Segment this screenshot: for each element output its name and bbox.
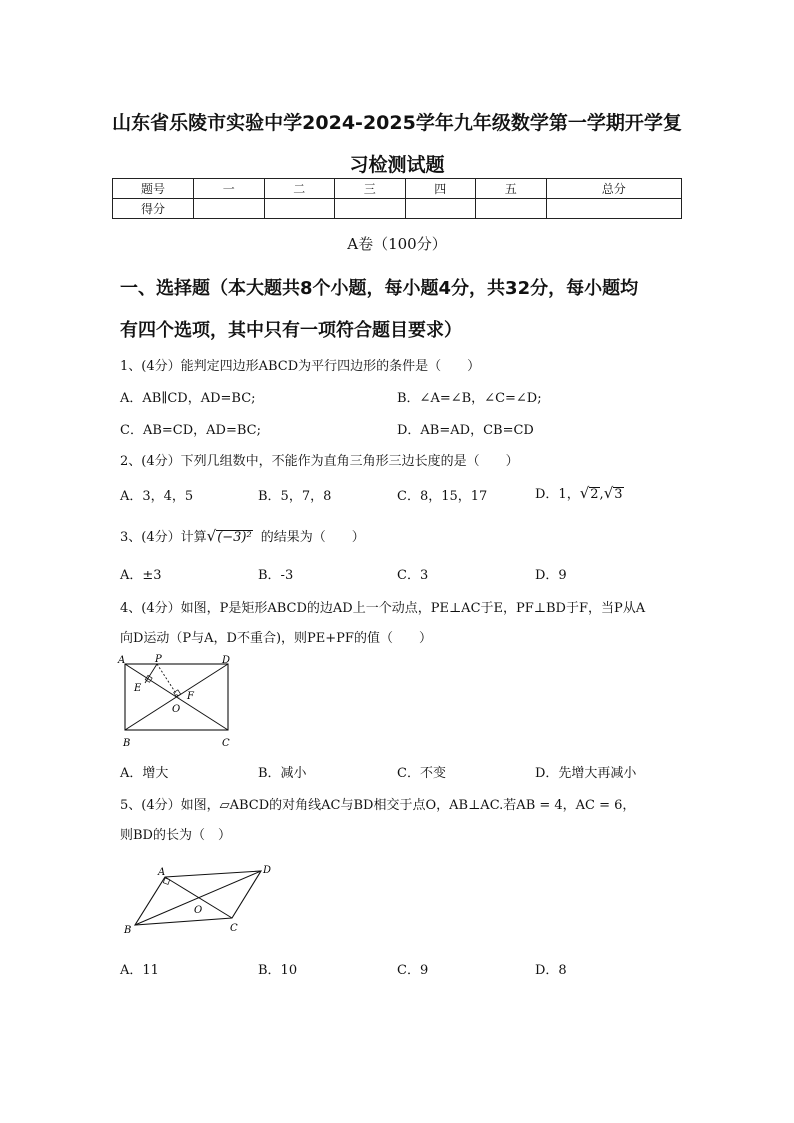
question-4-stem-line2: 向D运动（P与A，D不重合)，则PE+PF的值（ ） (120, 631, 432, 646)
figure-label: O (172, 704, 181, 715)
figure-label: B (124, 925, 132, 936)
segment-pf (157, 664, 179, 698)
question-4-option-d[interactable]: D．先增大再减小 (535, 766, 637, 781)
question-5-figure (120, 858, 280, 938)
question-3-option-d[interactable]: D．9 (535, 568, 567, 583)
question-2-option-d-label: D．1， (535, 487, 580, 502)
question-1-option-b[interactable]: B．∠A=∠B，∠C=∠D; (397, 391, 542, 406)
sqrt-symbol: √ (579, 484, 590, 502)
score-header-cell: 五 (476, 179, 547, 199)
question-3-radicand: (−3)² (217, 530, 252, 545)
question-3-option-a[interactable]: A．±3 (120, 568, 162, 583)
figure-label: D (263, 865, 272, 876)
question-3-stem-pre: 3、(4分）计算 (120, 530, 207, 545)
score-row-label: 得分 (113, 199, 194, 219)
question-1-option-c[interactable]: C．AB=CD，AD=BC; (120, 423, 261, 438)
figure-label: D (222, 655, 231, 666)
figure-label: E (134, 683, 142, 694)
figure-label: P (155, 654, 162, 665)
question-2-stem: 2、(4分）下列几组数中，不能作为直角三角形三边长度的是（ ） (120, 454, 519, 469)
question-5-stem-line2: 则BD的长为（ ） (120, 828, 231, 843)
sqrt-radicand: 2 (590, 487, 599, 502)
question-4-option-a[interactable]: A．增大 (120, 766, 169, 781)
score-input-cell[interactable] (546, 199, 682, 219)
sqrt-symbol: √ (603, 484, 614, 502)
question-4-option-c[interactable]: C．不变 (397, 766, 446, 781)
exam-title-line2: 习检测试题 (349, 154, 445, 176)
score-header-cell: 二 (264, 179, 335, 199)
score-input-cell[interactable] (405, 199, 476, 219)
question-3-stem (120, 526, 365, 545)
figure-label: O (194, 905, 203, 916)
question-1-stem: 1、(4分）能判定四边形ABCD为平行四边形的条件是（ ） (120, 359, 481, 374)
question-5-option-b[interactable]: B．10 (258, 963, 298, 978)
question-4-stem-line1: 4、(4分）如图，P是矩形ABCD的边AD上一个动点，PE⊥AC于E，PF⊥BD于F，当P从A (120, 601, 646, 616)
question-2-option-b[interactable]: B．5，7，8 (258, 489, 332, 504)
diagonal-bd (135, 871, 261, 925)
figure-label: A (118, 655, 126, 666)
score-header-cell: 一 (194, 179, 265, 199)
score-table (112, 178, 682, 219)
question-1-option-a[interactable]: A．AB∥CD，AD=BC; (120, 391, 256, 406)
exam-title-line1: 山东省乐陵市实验中学2024-2025学年九年级数学第一学期开学复 (112, 112, 682, 134)
score-input-cell[interactable] (264, 199, 335, 219)
figure-label: A (158, 867, 166, 878)
figure-label: C (222, 738, 230, 749)
score-table-score-row (113, 199, 682, 219)
question-5-stem-line1: 5、(4分）如图，▱ABCD的对角线AC与BD相交于点O，AB⊥AC.若AB = 4，AC = 6， (120, 798, 636, 813)
question-1-option-d[interactable]: D．AB=AD，CB=CD (397, 423, 534, 438)
section1-heading-line2: 有四个选项，其中只有一项符合题目要求） (120, 320, 462, 341)
question-3-option-b[interactable]: B．-3 (258, 568, 294, 583)
question-2-option-a[interactable]: A．3，4，5 (120, 489, 194, 504)
section1-heading-line1: 一、选择题（本大题共8个小题，每小题4分，共32分，每小题均 (120, 278, 639, 299)
question-2-option-c[interactable]: C．8，15，17 (397, 489, 488, 504)
score-header-cell: 四 (405, 179, 476, 199)
paper-a-heading: A卷（100分） (347, 235, 447, 253)
question-5-option-c[interactable]: C．9 (397, 963, 429, 978)
score-input-cell[interactable] (335, 199, 406, 219)
sqrt-symbol: √ (206, 527, 217, 545)
question-4-figure (116, 652, 240, 752)
question-4-option-b[interactable]: B．减小 (258, 766, 307, 781)
figure-label: F (187, 691, 194, 702)
score-header-cell: 题号 (113, 179, 194, 199)
score-header-cell: 总分 (546, 179, 682, 199)
question-2-option-d[interactable]: D．1，√2,√3 (535, 484, 623, 502)
figure-label: C (230, 923, 238, 934)
question-5-option-d[interactable]: D．8 (535, 963, 567, 978)
question-3-stem-post: 的结果为（ ） (260, 530, 365, 545)
sqrt-radicand: 3 (614, 487, 623, 502)
question-3-option-c[interactable]: C．3 (397, 568, 429, 583)
score-input-cell[interactable] (476, 199, 547, 219)
question-5-option-a[interactable]: A．11 (120, 963, 159, 978)
score-table-header-row (113, 179, 682, 199)
score-header-cell: 三 (335, 179, 406, 199)
score-input-cell[interactable] (194, 199, 265, 219)
figure-label: B (123, 738, 131, 749)
